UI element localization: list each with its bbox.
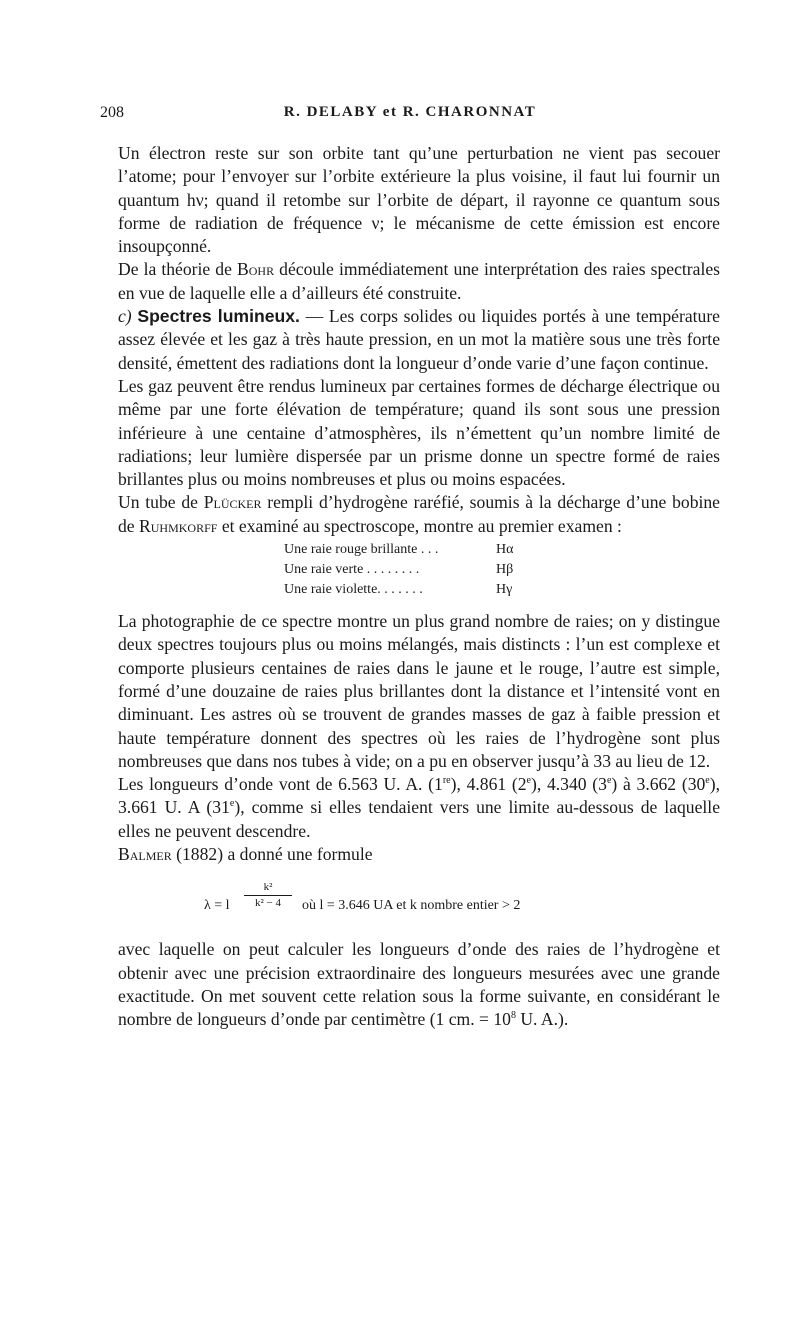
text-run: ) à 3.662 (30 — [611, 774, 706, 795]
paragraph — [118, 258, 720, 305]
text-run: Les longueurs d’onde vont de 6.563 U. A. (1 — [118, 774, 443, 795]
author-name: Bohr — [237, 259, 275, 280]
body-text — [118, 142, 720, 1032]
text-run: U. A.). — [515, 1009, 569, 1030]
table-row — [284, 540, 524, 560]
text-run: ), 3.661 U. A (31 — [118, 774, 721, 818]
paragraph — [118, 305, 720, 375]
spectral-lines-table — [284, 540, 720, 600]
section-label: c) — [118, 306, 132, 327]
page-number: 208 — [100, 104, 124, 121]
formula-lhs: λ = l — [204, 898, 230, 914]
table-row — [284, 560, 524, 580]
text-run: avec laquelle on peut calculer les longueurs d’onde des raies de l’hydrogène et obtenir avec une précision extraordinaire des longueurs mesurées avec une grande exactitude. On met souvent cette relation sous la forme suivante, en considérant le nombre de longueurs d’onde par centimètre (1 cm. = 10 — [118, 939, 720, 1030]
balmer-formula — [204, 880, 720, 924]
text-run: rempli d’hydrogène raréfié, soumis à la décharge d’une bobine de — [118, 492, 720, 536]
text-run: (1882) a donné une formule — [171, 844, 373, 865]
paragraph — [118, 773, 720, 843]
line-label: Une raie verte . . . . . . . . — [284, 562, 420, 578]
line-symbol: Hβ — [496, 562, 514, 578]
formula-conditions: où l = 3.646 UA et k nombre entier > 2 — [302, 898, 521, 914]
paragraph: Un électron reste sur son orbite tant qu’une perturbation ne vient pas secouer l’atome; pour l’envoyer sur l’orbite extérieure la plus voisine, il faut lui fournir un quantum hν; quand il retombe sur l’orbite de départ, il rayonne ce quantum sous forme de radiation de fréquence ν; le mécanisme de cette émission est encore insoupçonné. — [118, 143, 720, 257]
text-run: ), comme si elles tendaient vers une limite au-dessous de laquelle elles ne peuvent descendre. — [118, 797, 720, 841]
formula-fraction — [244, 880, 292, 911]
running-head: R. DELABY et R. CHARONNAT — [283, 104, 537, 120]
paragraph — [118, 843, 720, 866]
line-symbol: Hγ — [496, 582, 513, 598]
author-name: Ruhmkorff — [139, 515, 218, 536]
superscript: e — [526, 775, 531, 787]
superscript: re — [442, 775, 451, 787]
superscript: e — [606, 775, 612, 787]
text-run: ), 4.340 (3 — [531, 774, 607, 795]
author-name: Balmer — [118, 844, 172, 865]
text-run: et examiné au spectroscope, montre au premier examen : — [217, 515, 622, 536]
superscript: e — [229, 798, 235, 810]
page-header — [100, 104, 720, 126]
text-run: Un tube de — [118, 492, 204, 513]
paragraph: Les gaz peuvent être rendus lumineux par certaines formes de décharge électrique ou même par une forte élévation de température; quand ils sont sous une pression inférieure à une centaine d’atmosphères, ils n’émettent qu’un nombre limité de radiations; leur lumière dispersée par un prisme donne un spectre formé de raies brillantes plus ou moins nombreuses et plus ou moins espacées. — [118, 375, 720, 490]
formula-denominator: k² − 4 — [254, 897, 281, 910]
paragraph: La photographie de ce spectre montre un plus grand nombre de raies; on y distingue deux spectres toujours plus ou moins mélangés, mais distincts : l’un est complexe et comporte plusieurs centaines de raies dans le jaune et le rouge, l’autre est simple, formé d’une douzaine de raies plus brillantes dont la distance et l’intensité vont en diminuant. Les astres où se trouvent de grandes masses de gaz à faible pression et haute température donnent des spectres où les raies de l’hydrogène sont plus nombreuses que dans nos tubes à vide; on a pu en observer jusqu’à 33 au lieu de 12. — [118, 611, 720, 771]
line-label: Une raie rouge brillante . . . — [284, 542, 439, 558]
text-run: découle immédiatement une interprétation des raies spectrales en vue de laquelle elle a d’ailleurs été construite. — [118, 259, 720, 303]
author-name: Plücker — [203, 492, 262, 513]
paragraph — [118, 491, 720, 538]
text-run: ), 4.861 (2 — [450, 774, 527, 795]
line-symbol: Hα — [496, 542, 514, 558]
formula-numerator: k² — [244, 880, 292, 896]
line-label: Une raie violette. . . . . . . — [284, 582, 423, 598]
text-run: — Les corps solides ou liquides portés à une température assez élevée et les gaz à très haute pression, en un mot la matière sous une très forte densité, émettent des radiations dont la longueur d’onde varie d’une façon continue. — [118, 306, 720, 373]
paragraph — [118, 938, 720, 1031]
superscript: e — [705, 775, 710, 787]
table-row — [284, 580, 524, 600]
section-title: Spectres lumineux. — [137, 306, 300, 327]
text-run: De la théorie de — [118, 259, 237, 280]
superscript: 8 — [510, 1010, 516, 1022]
